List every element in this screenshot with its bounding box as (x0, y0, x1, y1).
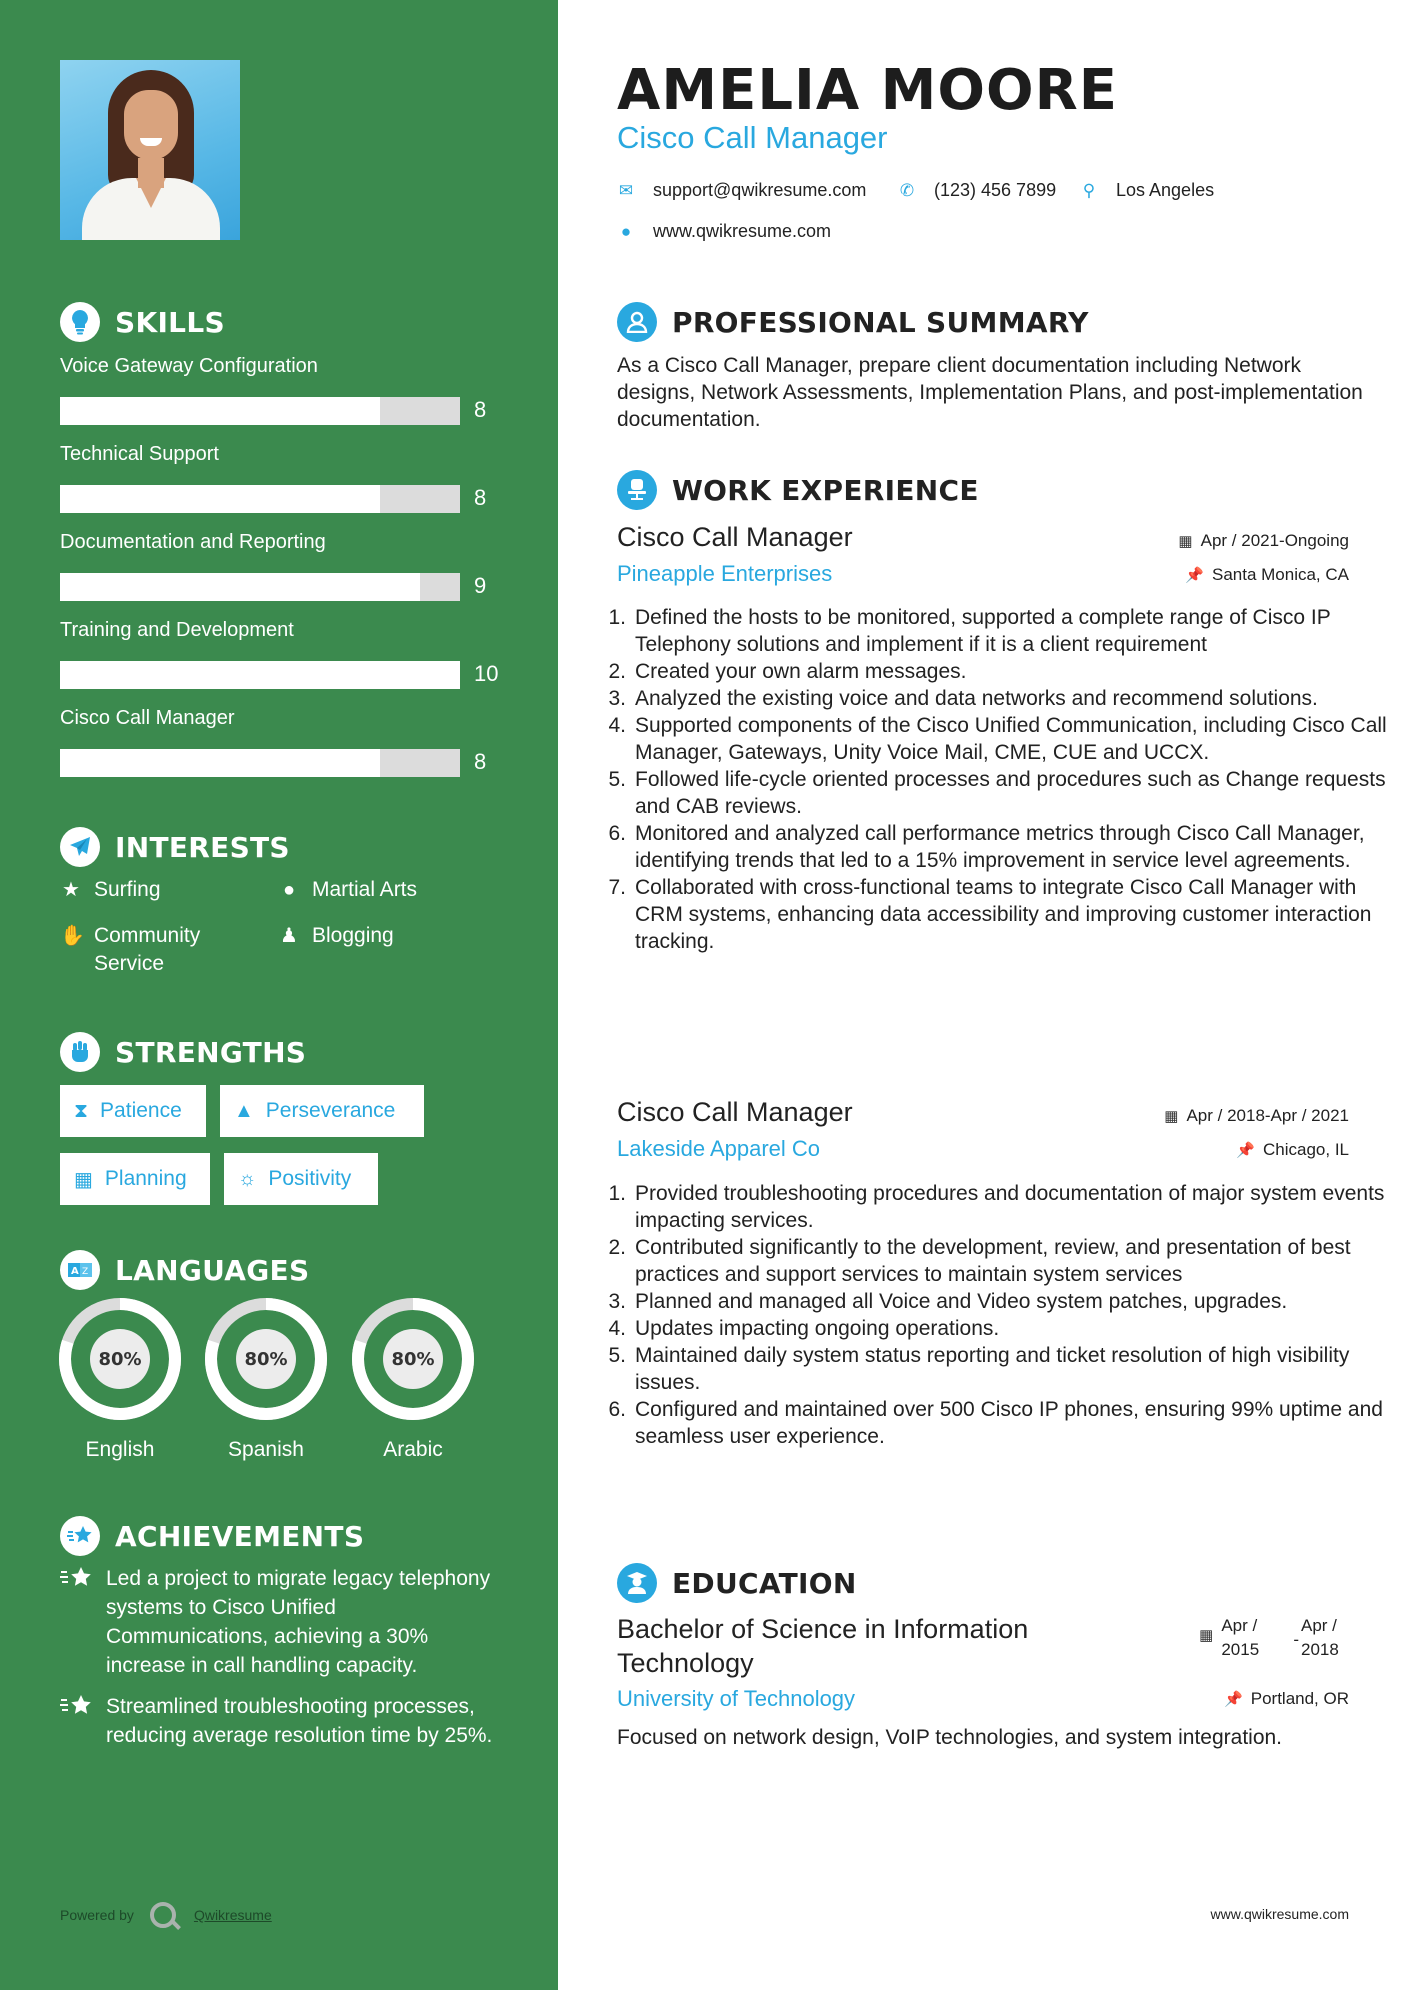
strength-badge: ▲ Perseverance (220, 1085, 424, 1137)
interest-item: ★ Surfing (60, 876, 161, 904)
job-location: 📌 Santa Monica, CA (1185, 565, 1349, 584)
job-title: Cisco Call Manager (617, 1097, 853, 1127)
job-dates: ▦ Apr / 2021-Ongoing (1178, 531, 1349, 550)
calendar-icon: ▦ (1178, 533, 1193, 550)
skill-bar (60, 397, 460, 425)
star-icon: ★ (62, 879, 80, 901)
profile-photo (60, 60, 240, 240)
school-name: University of Technology (617, 1686, 856, 1711)
language-ring: 80% (352, 1298, 474, 1420)
interest-item: ✋ Community Service (60, 924, 201, 975)
paper-plane-icon (60, 827, 100, 867)
job-title: Cisco Call Manager (617, 522, 853, 552)
skill-bar (60, 749, 460, 777)
education-dates: ▦ Apr / 2015 - Apr / 2018 (1199, 1616, 1339, 1659)
job-dates: ▦ Apr / 2018-Apr / 2021 (1164, 1106, 1349, 1125)
powered-by: Powered by Qwikresume (60, 1902, 272, 1928)
interests-heading: INTERESTS (60, 827, 290, 867)
pushpin-icon: 📌 (1236, 1142, 1255, 1159)
job-bullets (608, 604, 1387, 955)
strength-badge: ▦ Planning (60, 1153, 210, 1205)
language-item: 80% English (59, 1298, 181, 1462)
degree-title: Bachelor of Science in Information Technology (617, 1614, 1029, 1678)
translate-icon (60, 1250, 100, 1290)
envelope-icon: ✉ (618, 180, 634, 200)
lightbulb-icon (60, 302, 100, 342)
svg-text:A: A (71, 1266, 79, 1277)
language-ring: 80% (59, 1298, 181, 1420)
qwikresume-link[interactable]: Qwikresume (193, 1907, 272, 1923)
shooting-star-icon (60, 1692, 94, 1725)
education-heading: EDUCATION (617, 1563, 857, 1603)
candidate-name: AMELIA MOORE (617, 58, 1118, 123)
graduate-icon (617, 1563, 657, 1603)
language-item: 80% Spanish (205, 1298, 327, 1462)
job-bullet: 1. Defined the hosts to be monitored, supported a complete range of Cisco IP Telephony solutions and implement if it is a client requirement (608, 606, 1331, 656)
pushpin-icon: 📌 (1185, 567, 1204, 584)
shooting-star-icon (60, 1516, 100, 1556)
achievement-item: Streamlined troubleshooting processes, reducing average resolution time by 25%. (60, 1692, 500, 1750)
job-company: Lakeside Apparel Co (617, 1136, 821, 1161)
sun-icon: ☼ (238, 1167, 257, 1190)
skill-item: Voice Gateway Configuration 8 (60, 355, 500, 378)
interest-item: ♟ Blogging (278, 922, 394, 950)
skill-item: Documentation and Reporting 9 (60, 531, 500, 554)
contact-website[interactable]: ● www.qwikresume.com (617, 221, 831, 242)
job-bullet: 6. Configured and maintained over 500 Cisco IP phones, ensuring 99% uptime and seamless user experience. (608, 1398, 1383, 1448)
contact-email[interactable]: ✉ support@qwikresume.com (618, 180, 867, 200)
users-icon: ♟ (280, 925, 298, 947)
contact-location: ⚲ Los Angeles (1080, 180, 1214, 201)
job-bullet: 5. Followed life-cycle oriented processes and procedures such as Change requests and CAB reviews. (608, 768, 1386, 818)
strength-badge: ☼ Positivity (224, 1153, 378, 1205)
footer-website-link[interactable]: www.qwikresume.com (1210, 1906, 1349, 1922)
education-location: 📌 Portland, OR (1224, 1689, 1349, 1708)
contact-phone: ✆ (123) 456 7899 (899, 180, 1057, 200)
fist-icon (60, 1032, 100, 1072)
language-item: 80% Arabic (352, 1298, 474, 1462)
achievements-heading: ACHIEVEMENTS (60, 1516, 364, 1556)
languages-heading: A Z LANGUAGES (60, 1250, 309, 1290)
hand-icon: ✋ (60, 925, 85, 947)
job-bullet: 3. Analyzed the existing voice and data networks and recommend solutions. (608, 687, 1318, 710)
sidebar (0, 0, 558, 1990)
shooting-star-icon (60, 1564, 94, 1597)
svg-text:Z: Z (82, 1267, 89, 1277)
summary-text: As a Cisco Call Manager, prepare client documentation including Network designs, Network Assessments, Implementation Plans, and post-implementation documentation. (617, 354, 1363, 431)
job-bullet: 4. Updates impacting ongoing operations. (608, 1317, 1000, 1340)
skill-bar (60, 485, 460, 513)
globe-icon: ● (282, 879, 296, 901)
pushpin-icon: 📌 (1224, 1691, 1243, 1708)
strength-badge: ⧗ Patience (60, 1085, 206, 1137)
job-bullet: 3. Planned and managed all Voice and Video system patches, upgrades. (608, 1290, 1288, 1313)
calendar-icon: ▦ (1199, 1627, 1214, 1644)
main-content (558, 0, 1407, 1990)
education-description: Focused on network design, VoIP technologies, and system integration. (617, 1726, 1283, 1749)
job-bullet: 6. Monitored and analyzed call performance metrics through Cisco Call Manager, identifying trends that led to a 15% improvement in service level agreements. (608, 822, 1365, 872)
calendar-icon: ▦ (74, 1168, 93, 1191)
candidate-title: Cisco Call Manager (617, 120, 888, 155)
job-location: 📌 Chicago, IL (1236, 1140, 1349, 1159)
experience-heading: WORK EXPERIENCE (617, 470, 979, 510)
road-icon: ▲ (234, 1099, 254, 1122)
language-ring: 80% (205, 1298, 327, 1420)
interest-item: ● Martial Arts (278, 876, 417, 904)
achievement-item: Led a project to migrate legacy telephony systems to Cisco Unified Communications, achieving a 30% increase in call handling capacity. (60, 1564, 500, 1680)
qwikresume-logo-icon (150, 1902, 176, 1928)
skill-item: Technical Support 8 (60, 443, 500, 466)
office-chair-icon (617, 470, 657, 510)
map-pin-icon: ⚲ (1082, 180, 1096, 200)
hourglass-icon: ⧗ (74, 1099, 89, 1122)
skill-bar (60, 661, 460, 689)
globe-icon: ● (620, 221, 632, 241)
skills-heading: SKILLS (60, 302, 225, 342)
calendar-icon: ▦ (1164, 1108, 1179, 1125)
skill-item: Training and Development 10 (60, 619, 500, 642)
user-icon (617, 302, 657, 342)
job-company: Pineapple Enterprises (617, 561, 833, 586)
strengths-heading: STRENGTHS (60, 1032, 306, 1072)
job-bullet: 2. Created your own alarm messages. (608, 660, 967, 683)
job-bullet: 4. Supported components of the Cisco Unified Communication, including Cisco Call Manager, Gateways, Unity Voice Mail, CME, CUE and UCCX. (608, 714, 1387, 764)
job-bullet: 7. Collaborated with cross-functional teams to integrate Cisco Call Manager with CRM systems, enhancing data accessibility and improving customer interaction tracking. (608, 876, 1372, 953)
phone-icon: ✆ (899, 180, 915, 200)
job-bullet: 1. Provided troubleshooting procedures and documentation of major system events impacting services. (608, 1182, 1385, 1232)
summary-heading: PROFESSIONAL SUMMARY (617, 302, 1089, 342)
job-bullet: 2. Contributed significantly to the development, review, and presentation of best practices and support services to maintain system services (608, 1236, 1351, 1286)
skill-item: Cisco Call Manager 8 (60, 707, 500, 730)
job-bullets (608, 1180, 1387, 1450)
job-bullet: 5. Maintained daily system status reporting and ticket resolution of high visibility issues. (608, 1344, 1350, 1394)
skill-bar (60, 573, 460, 601)
